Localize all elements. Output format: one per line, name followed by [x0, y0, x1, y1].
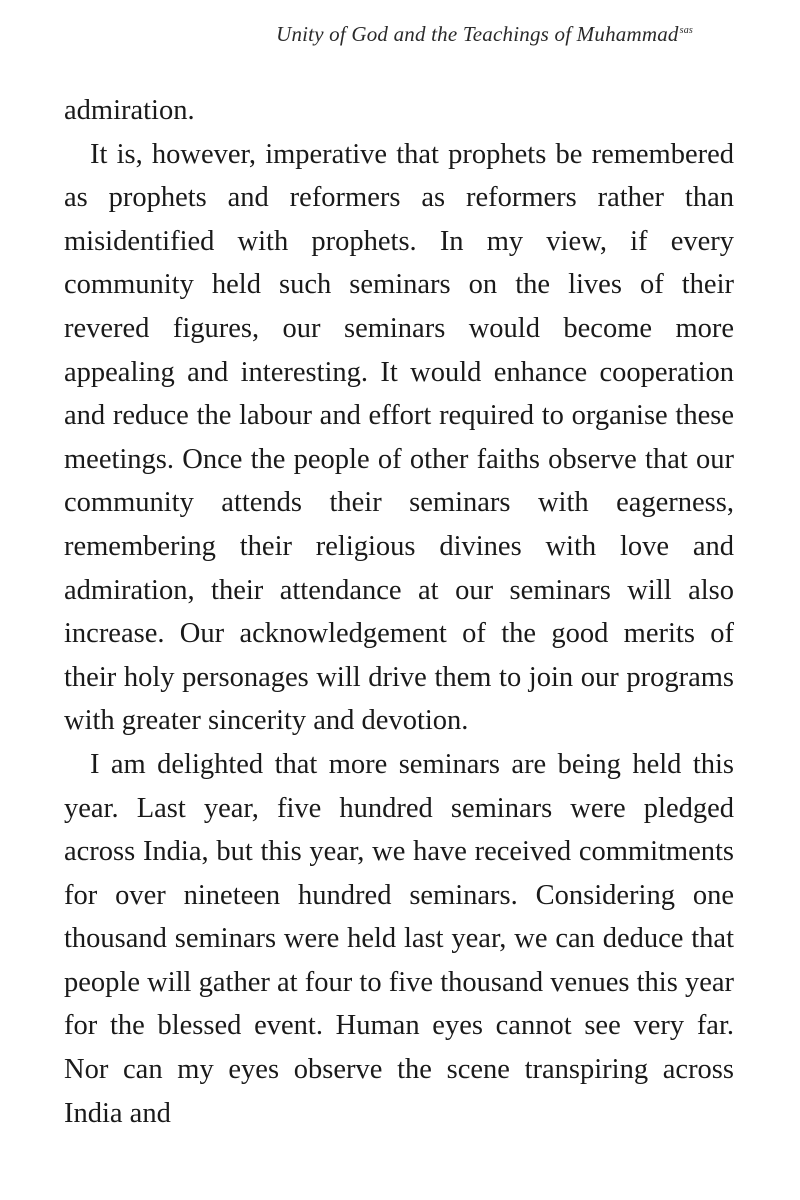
page-body — [64, 89, 734, 1135]
paragraph-continuation: admiration. — [64, 95, 195, 126]
running-header-title: Unity of God and the Teachings of Muhammad — [276, 22, 679, 46]
honorific-superscript: sas — [679, 25, 693, 36]
running-header — [276, 22, 693, 47]
paragraph: It is, however, imperative that prophets be remembered as prophets and reformers as reformers rather than misidentified with prophets. In my view, if every community held such seminars on the lives of their revered figures, our seminars would become more appealing and interesting. It would enhance cooperation and reduce the labour and effort required to organise these meetings. Once the people of other faiths observe that our community attends their seminars with eagerness, remembering their religious divines with love and admiration, their attendance at our seminars will also increase. Our acknowledgement of the good merits of their holy personages will drive them to join our programs with greater sincerity and devotion. — [64, 138, 734, 737]
paragraph: I am delighted that more seminars are being held this year. Last year, five hundred seminars were pledged across India, but this year, we have received commitments for over nineteen hundred seminars. Considering one thousand seminars were held last year, we can deduce that people will gather at four to five thousand venues this year for the blessed event. Human eyes cannot see very far. Nor can my eyes observe the scene transpiring across India and — [64, 748, 734, 1129]
